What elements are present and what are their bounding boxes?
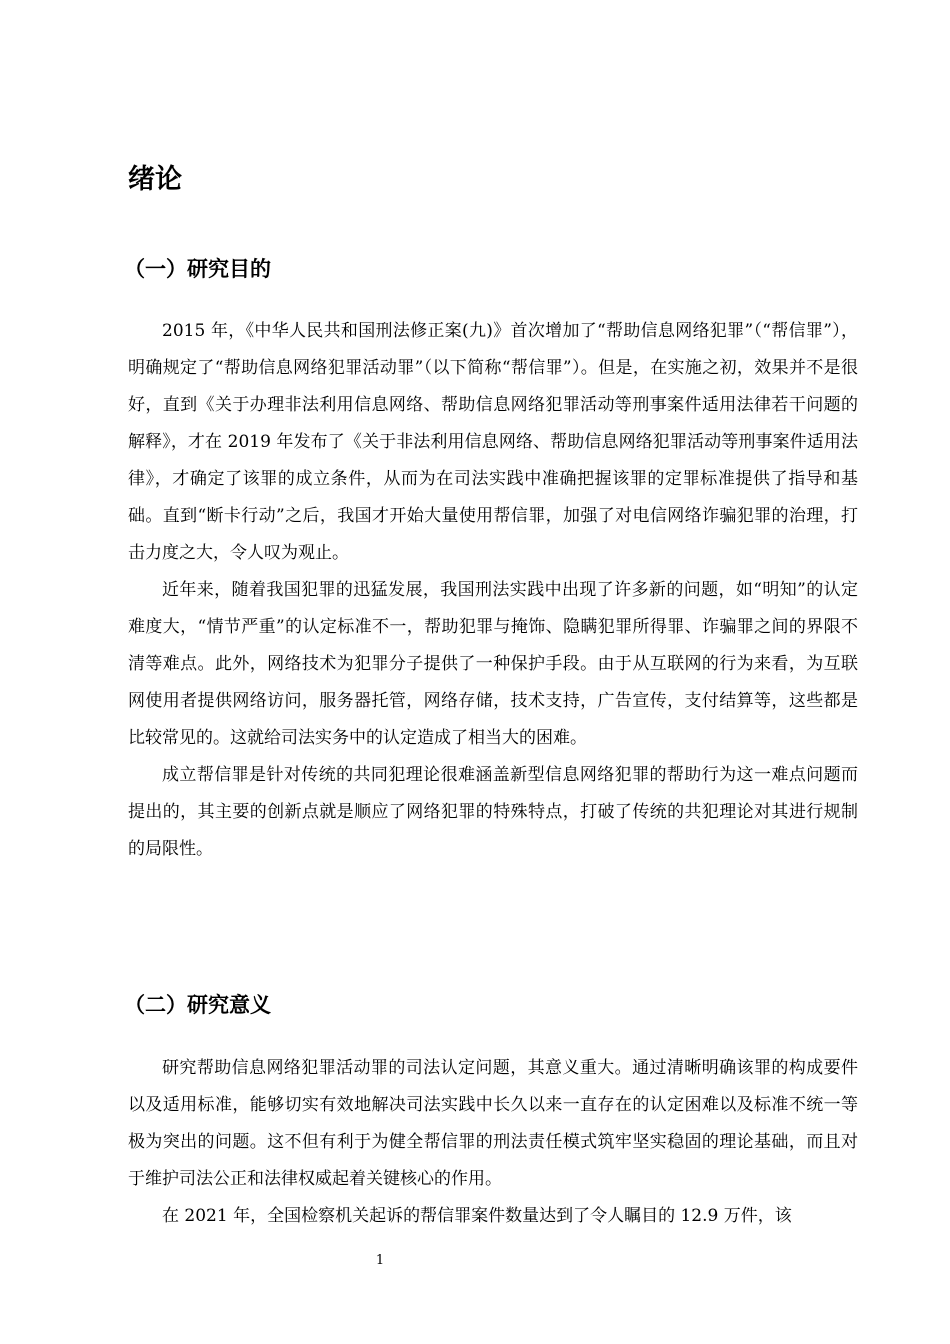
paragraph: 近年来，随着我国犯罪的迅猛发展，我国刑法实践中出现了许多新的问题，如“明知”的认定难度大，“情节严重”的认定标准不一，帮助犯罪与掩饰、隐瞒犯罪所得罪、诈骗罪之间的界限不清等难点。此外，网络技术为犯罪分子提供了一种保护手段。由于从互联网的行为来看，为互联网使用者提供网络访问，服务器托管，网络存储，技术支持，广告宣传，支付结算等，这些都是比较常见的。这就给司法实务中的认定造成了相当大的困难。 (128, 580, 858, 748)
chapter-title: 绪论 (128, 164, 182, 195)
paragraph: 研究帮助信息网络犯罪活动罪的司法认定问题，其意义重大。通过清晰明确该罪的构成要件以及适用标准，能够切实有效地解决司法实践中长久以来一直存在的认定困难以及标准不统一等极为突出的问题。这不但有利于为健全帮信罪的刑法责任模式筑牢坚实稳固的理论基础，而且对于维护司法公正和法律权威起着关键核心的作用。 (128, 1058, 858, 1189)
section-heading-significance: （二）研究意义 (124, 993, 271, 1017)
section-body-significance (128, 1050, 858, 1235)
paragraph: 在 2021 年，全国检察机关起诉的帮信罪案件数量达到了令人瞩目的 12.9 万件，该 (162, 1206, 792, 1226)
paragraph: 2015 年，《中华人民共和国刑法修正案(九)》首次增加了“帮助信息网络犯罪”（“帮信罪”），明确规定了“帮助信息网络犯罪活动罪”（以下简称“帮信罪”）。但是，在实施之初，效果并不是很好，直到《关于办理非法利用信息网络、帮助信息网络犯罪活动等刑事案件适用法律若干问题的解释》，才在 2019 年发布了《关于非法利用信息网络、帮助信息网络犯罪活动等刑事案件适用法律》，才确定了该罪的成立条件，从而为在司法实践中准确把握该罪的定罪标准提供了指导和基础。直到“断卡行动”之后，我国才开始大量使用帮信罪，加强了对电信网络诈骗犯罪的治理，打击力度之大，令人叹为观止。 (128, 321, 858, 563)
paragraph: 成立帮信罪是针对传统的共同犯理论很难涵盖新型信息网络犯罪的帮助行为这一难点问题而提出的，其主要的创新点就是顺应了网络犯罪的特殊特点，打破了传统的共犯理论对其进行规制的局限性。 (128, 765, 858, 859)
section-body-purpose (128, 313, 858, 868)
section-heading-purpose: （一）研究目的 (124, 257, 271, 281)
page-number: 1 (375, 1253, 385, 1268)
